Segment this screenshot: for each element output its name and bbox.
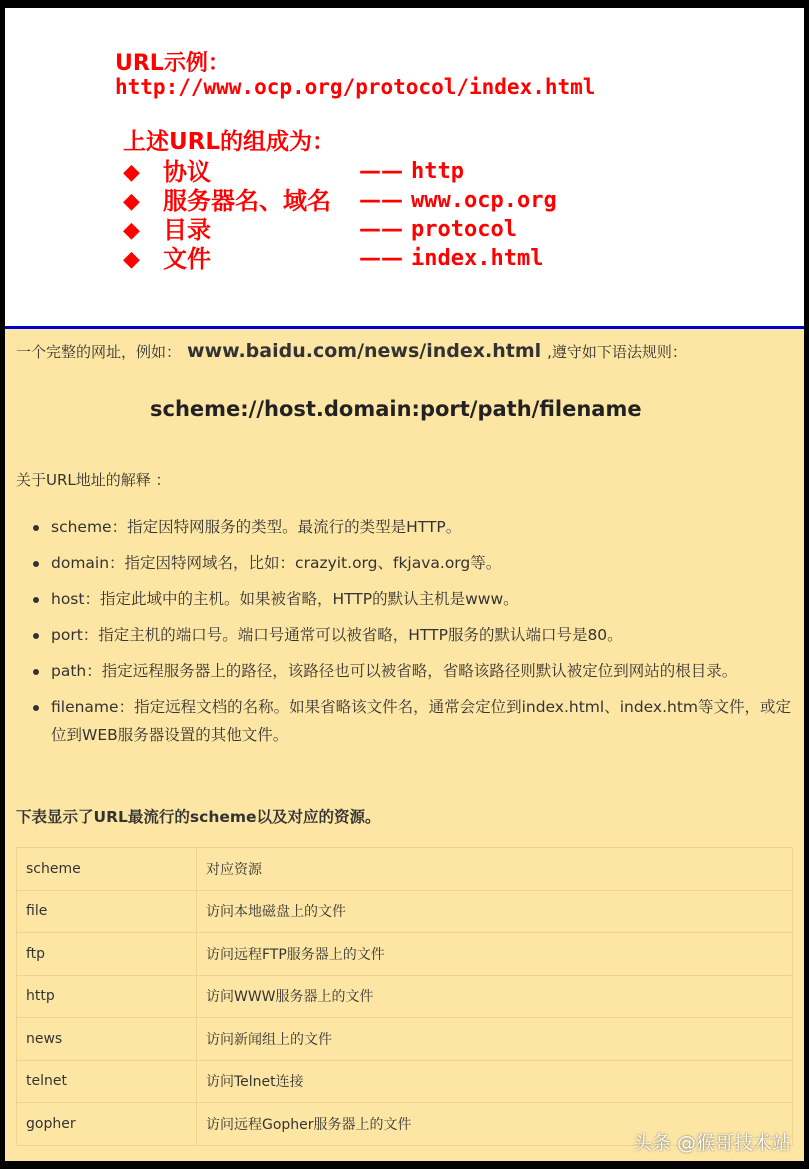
part-row-domain [123,187,783,217]
table-row [17,1060,793,1103]
table-row [17,1018,793,1061]
list-item [33,621,793,649]
table-cell: http [17,975,197,1018]
list-item-text: host：指定此域中的主机。如果被省略，HTTP的默认主机是www。 [51,590,519,608]
intro-url: www.baidu.com/news/index.html [187,340,542,362]
diamond-bullet-icon: ◆ [123,160,140,185]
list-item-text: path：指定远程服务器上的路径，该路径也可以被省略，省略该路径则默认被定位到网站的根目录。 [51,662,738,680]
explain-list [33,513,793,757]
list-item [33,657,793,685]
table-row [17,933,793,976]
table-row [17,890,793,933]
url-article [5,329,804,1161]
part-row-protocol [123,158,783,188]
bullet-dot-icon [33,597,39,603]
part-name: 协议 [163,158,211,186]
example-url: http://www.ocp.org/protocol/index.html [115,75,596,99]
table-cell: 对应资源 [197,848,793,891]
diamond-bullet-icon: ◆ [123,189,140,214]
list-item-text: port：指定主机的端口号。端口号通常可以被省略，HTTP服务的默认端口号是80。 [51,626,623,644]
explain-title: 关于URL地址的解释 ： [16,471,171,489]
part-value: www.ocp.org [411,188,557,213]
bullet-dot-icon [33,633,39,639]
part-name: 文件 [163,245,211,273]
part-value: http [411,159,464,184]
url-syntax: scheme://host.domain:port/path/filename [150,397,642,421]
table-row [17,975,793,1018]
table-row [17,848,793,891]
table-cell: 访问远程FTP服务器上的文件 [197,933,793,976]
intro-line [16,339,687,364]
list-item [33,585,793,613]
part-dash: —— [359,188,403,213]
bullet-dot-icon [33,561,39,567]
table-cell: file [17,890,197,933]
table-cell: 访问远程Gopher服务器上的文件 [197,1103,793,1146]
example-title: URL示例： [115,51,230,76]
part-dash: —— [359,217,403,242]
table-cell: gopher [17,1103,197,1146]
table-cell: 访问WWW服务器上的文件 [197,975,793,1018]
part-value: index.html [411,246,544,271]
bullet-dot-icon [33,669,39,675]
diamond-bullet-icon: ◆ [123,247,140,272]
table-title: 下表显示了URL最流行的scheme以及对应的资源。 [16,808,381,826]
part-row-file [123,245,783,275]
table-cell: scheme [17,848,197,891]
table-cell: 访问新闻组上的文件 [197,1018,793,1061]
part-value: protocol [411,217,517,242]
table-cell: ftp [17,933,197,976]
part-row-directory [123,216,783,246]
list-item [33,549,793,577]
part-dash: —— [359,246,403,271]
intro-prefix: 一个完整的网址，例如： [16,343,182,361]
parts-title: 上述URL的组成为： [123,129,336,155]
table-cell: news [17,1018,197,1061]
table-cell: 访问Telnet连接 [197,1060,793,1103]
watermark: 头条 @猴哥技术站 [632,1132,791,1154]
list-item [33,513,793,541]
diamond-bullet-icon: ◆ [123,218,140,243]
list-item-text: filename：指定远程文档的名称。如果省略该文件名，通常会定位到index.html、index.htm等文件，或定位到WEB服务器设置的其他文件。 [51,698,792,744]
table-cell: telnet [17,1060,197,1103]
scheme-table [16,847,793,1146]
list-item [33,693,793,749]
url-example-slide [5,8,804,326]
intro-suffix: ,遵守如下语法规则： [547,343,687,361]
table-cell: 访问本地磁盘上的文件 [197,890,793,933]
list-item-text: domain：指定因特网域名，比如：crazyit.org、fkjava.org等。 [51,554,502,572]
part-name: 目录 [163,216,211,244]
bullet-dot-icon [33,525,39,531]
list-item-text: scheme：指定因特网服务的类型。最流行的类型是HTTP。 [51,518,462,536]
bullet-dot-icon [33,705,39,711]
part-name: 服务器名、域名 [163,187,331,215]
part-dash: —— [359,159,403,184]
